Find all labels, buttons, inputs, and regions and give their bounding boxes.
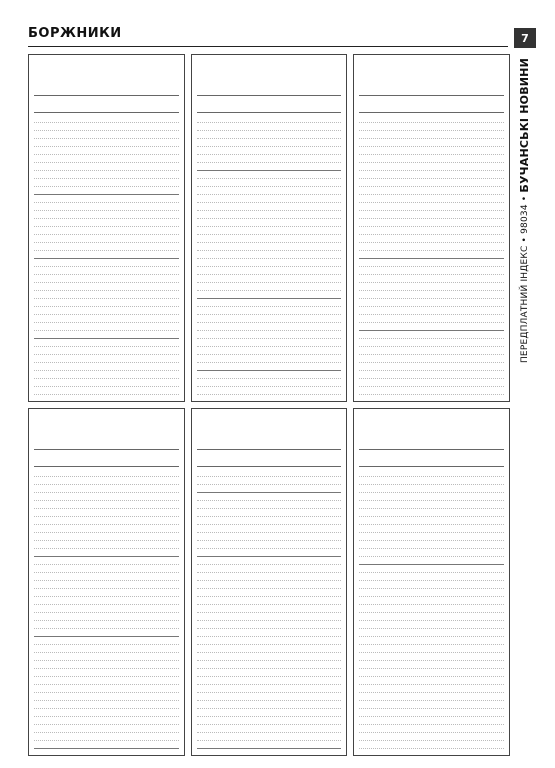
panel-column-header bbox=[197, 452, 342, 467]
table-row bbox=[34, 469, 179, 477]
table-row bbox=[34, 299, 179, 307]
table-row bbox=[34, 195, 179, 203]
table-row bbox=[34, 275, 179, 283]
table-row bbox=[197, 283, 342, 291]
table-row bbox=[197, 749, 342, 756]
table-row bbox=[197, 139, 342, 147]
panel-header bbox=[34, 413, 179, 450]
banner bbox=[516, 58, 534, 748]
table-row bbox=[359, 315, 504, 323]
table-row bbox=[197, 179, 342, 187]
table-row bbox=[359, 171, 504, 179]
subtotal-row bbox=[34, 549, 179, 557]
table-row bbox=[359, 347, 504, 355]
table-row bbox=[197, 155, 342, 163]
table-row bbox=[359, 741, 504, 749]
table-row bbox=[197, 195, 342, 203]
table-row bbox=[359, 235, 504, 243]
table-row bbox=[197, 331, 342, 339]
table-row bbox=[197, 565, 342, 573]
subtotal-row bbox=[197, 291, 342, 299]
table-row bbox=[359, 597, 504, 605]
table-row bbox=[34, 339, 179, 347]
table-row bbox=[197, 115, 342, 123]
subtotal-row bbox=[197, 163, 342, 171]
table-row bbox=[197, 629, 342, 637]
table-row bbox=[197, 637, 342, 645]
page-title: БОРЖНИКИ bbox=[28, 26, 122, 41]
table-row bbox=[197, 259, 342, 267]
table-row bbox=[34, 235, 179, 243]
table-row bbox=[34, 541, 179, 549]
table-row bbox=[359, 123, 504, 131]
table-row bbox=[34, 163, 179, 171]
table-row bbox=[34, 315, 179, 323]
table-row bbox=[197, 171, 342, 179]
table-row bbox=[359, 371, 504, 379]
table-row bbox=[34, 645, 179, 653]
table-row bbox=[359, 331, 504, 339]
table-row bbox=[359, 653, 504, 661]
table-row bbox=[359, 669, 504, 677]
table-row bbox=[359, 469, 504, 477]
banner-subscription-label: ПЕРЕДПЛАТНИЙ ІНДЕКС bbox=[520, 245, 530, 364]
table-row bbox=[197, 525, 342, 533]
table-row bbox=[34, 395, 179, 402]
table-row bbox=[34, 115, 179, 123]
table-row bbox=[359, 677, 504, 685]
table-row bbox=[34, 139, 179, 147]
table-row bbox=[197, 355, 342, 363]
table-row bbox=[197, 307, 342, 315]
table-row bbox=[34, 525, 179, 533]
table-row bbox=[197, 147, 342, 155]
table-row bbox=[359, 155, 504, 163]
panel-header bbox=[197, 413, 342, 450]
table-row bbox=[34, 605, 179, 613]
banner-separator: • bbox=[520, 233, 530, 243]
table-row bbox=[197, 323, 342, 331]
table-row bbox=[359, 147, 504, 155]
table-row bbox=[34, 363, 179, 371]
table-row bbox=[34, 219, 179, 227]
subtotal-row bbox=[197, 549, 342, 557]
table-row bbox=[197, 211, 342, 219]
table-row bbox=[34, 501, 179, 509]
table-row bbox=[34, 243, 179, 251]
table-row bbox=[34, 725, 179, 733]
table-row bbox=[359, 549, 504, 557]
table-row bbox=[359, 621, 504, 629]
table-row bbox=[34, 669, 179, 677]
subtotal-row bbox=[197, 485, 342, 493]
banner-text bbox=[516, 58, 534, 363]
table-row bbox=[359, 195, 504, 203]
table-row bbox=[34, 653, 179, 661]
table-row bbox=[197, 299, 342, 307]
table-row bbox=[197, 677, 342, 685]
table-row bbox=[34, 203, 179, 211]
table-row bbox=[34, 371, 179, 379]
table-row bbox=[359, 565, 504, 573]
ledger-panel bbox=[353, 408, 510, 756]
subtotal-row bbox=[34, 741, 179, 749]
table-row bbox=[197, 315, 342, 323]
table-row bbox=[197, 493, 342, 501]
table-row bbox=[359, 139, 504, 147]
table-row bbox=[34, 379, 179, 387]
table-row bbox=[197, 187, 342, 195]
subtotal-row bbox=[34, 187, 179, 195]
table-row bbox=[197, 717, 342, 725]
table-row bbox=[359, 211, 504, 219]
panel-header bbox=[359, 413, 504, 450]
table-row bbox=[34, 693, 179, 701]
table-row bbox=[359, 243, 504, 251]
table-row bbox=[359, 203, 504, 211]
table-row bbox=[197, 275, 342, 283]
table-row bbox=[359, 629, 504, 637]
table-row bbox=[197, 733, 342, 741]
table-row bbox=[197, 219, 342, 227]
table-row bbox=[197, 227, 342, 235]
table-row bbox=[359, 163, 504, 171]
table-row bbox=[359, 533, 504, 541]
table-row bbox=[359, 355, 504, 363]
table-row bbox=[359, 283, 504, 291]
table-row bbox=[34, 477, 179, 485]
table-row bbox=[34, 347, 179, 355]
table-row bbox=[359, 709, 504, 717]
table-row bbox=[34, 717, 179, 725]
table-row bbox=[34, 155, 179, 163]
table-row bbox=[359, 395, 504, 402]
panel-column-header bbox=[197, 98, 342, 113]
table-row bbox=[34, 661, 179, 669]
table-row bbox=[34, 147, 179, 155]
table-row bbox=[197, 709, 342, 717]
table-row bbox=[197, 533, 342, 541]
table-row bbox=[34, 485, 179, 493]
table-row bbox=[34, 581, 179, 589]
table-row bbox=[34, 637, 179, 645]
banner-index: 98034 bbox=[520, 204, 530, 234]
ledger-panel bbox=[191, 54, 348, 402]
panel-column-header bbox=[359, 452, 504, 467]
table-row bbox=[359, 485, 504, 493]
table-row bbox=[34, 259, 179, 267]
table-row bbox=[197, 701, 342, 709]
table-row bbox=[197, 573, 342, 581]
table-row bbox=[197, 557, 342, 565]
table-row bbox=[197, 387, 342, 395]
table-row bbox=[34, 323, 179, 331]
table-row bbox=[359, 725, 504, 733]
table-row bbox=[197, 517, 342, 525]
ledger-grid bbox=[28, 54, 510, 756]
panel-column-header bbox=[34, 98, 179, 113]
table-row bbox=[197, 347, 342, 355]
subtotal-row bbox=[359, 251, 504, 259]
table-row bbox=[197, 661, 342, 669]
table-row bbox=[197, 395, 342, 402]
panel-column-header bbox=[359, 98, 504, 113]
table-row bbox=[359, 493, 504, 501]
table-row bbox=[34, 171, 179, 179]
table-row bbox=[197, 267, 342, 275]
table-row bbox=[197, 589, 342, 597]
table-row bbox=[34, 179, 179, 187]
table-row bbox=[34, 685, 179, 693]
table-row bbox=[34, 565, 179, 573]
ledger-panel bbox=[353, 54, 510, 402]
table-row bbox=[359, 227, 504, 235]
side-bar bbox=[514, 28, 536, 748]
table-row bbox=[197, 621, 342, 629]
table-row bbox=[359, 187, 504, 195]
table-row bbox=[359, 501, 504, 509]
table-row bbox=[197, 653, 342, 661]
table-row bbox=[197, 669, 342, 677]
table-row bbox=[197, 339, 342, 347]
table-row bbox=[34, 123, 179, 131]
table-row bbox=[197, 605, 342, 613]
table-row bbox=[34, 509, 179, 517]
table-row bbox=[197, 469, 342, 477]
table-row bbox=[359, 693, 504, 701]
page-number: 7 bbox=[514, 28, 536, 48]
table-row bbox=[359, 307, 504, 315]
table-row bbox=[359, 517, 504, 525]
table-row bbox=[359, 749, 504, 756]
subtotal-row bbox=[359, 557, 504, 565]
subtotal-row bbox=[197, 363, 342, 371]
table-row bbox=[197, 501, 342, 509]
table-row bbox=[359, 637, 504, 645]
panel-column-header bbox=[34, 452, 179, 467]
subtotal-row bbox=[359, 323, 504, 331]
table-row bbox=[34, 307, 179, 315]
table-row bbox=[359, 541, 504, 549]
table-row bbox=[34, 613, 179, 621]
ledger-panel bbox=[28, 54, 185, 402]
table-row bbox=[34, 211, 179, 219]
table-row bbox=[197, 371, 342, 379]
table-row bbox=[197, 251, 342, 259]
ledger-panel bbox=[28, 408, 185, 756]
table-row bbox=[197, 243, 342, 251]
subtotal-row bbox=[34, 331, 179, 339]
page-header bbox=[28, 26, 508, 47]
table-row bbox=[359, 717, 504, 725]
table-row bbox=[359, 363, 504, 371]
table-row bbox=[359, 275, 504, 283]
table-row bbox=[359, 581, 504, 589]
table-row bbox=[359, 573, 504, 581]
table-row bbox=[359, 291, 504, 299]
table-row bbox=[197, 477, 342, 485]
table-row bbox=[359, 661, 504, 669]
table-row bbox=[197, 685, 342, 693]
table-row bbox=[359, 387, 504, 395]
table-row bbox=[359, 131, 504, 139]
table-row bbox=[197, 235, 342, 243]
subtotal-row bbox=[34, 251, 179, 259]
table-row bbox=[197, 131, 342, 139]
subtotal-row bbox=[197, 741, 342, 749]
table-row bbox=[34, 517, 179, 525]
table-row bbox=[359, 477, 504, 485]
table-row bbox=[359, 219, 504, 227]
table-row bbox=[359, 701, 504, 709]
table-row bbox=[359, 339, 504, 347]
table-row bbox=[34, 291, 179, 299]
table-row bbox=[34, 355, 179, 363]
table-row bbox=[197, 379, 342, 387]
banner-newspaper-name: БУЧАНСЬКІ НОВИНИ bbox=[518, 58, 531, 193]
banner-separator: • bbox=[520, 192, 530, 202]
table-row bbox=[359, 115, 504, 123]
table-row bbox=[34, 387, 179, 395]
panel-header bbox=[34, 59, 179, 96]
table-row bbox=[359, 613, 504, 621]
table-row bbox=[197, 203, 342, 211]
table-row bbox=[359, 733, 504, 741]
table-row bbox=[34, 709, 179, 717]
table-row bbox=[197, 541, 342, 549]
table-row bbox=[34, 533, 179, 541]
table-row bbox=[34, 131, 179, 139]
table-row bbox=[197, 597, 342, 605]
table-row bbox=[34, 557, 179, 565]
table-row bbox=[197, 509, 342, 517]
table-row bbox=[34, 701, 179, 709]
table-row bbox=[34, 597, 179, 605]
table-row bbox=[359, 379, 504, 387]
ledger-panel bbox=[191, 408, 348, 756]
table-row bbox=[359, 259, 504, 267]
table-row bbox=[359, 589, 504, 597]
table-row bbox=[34, 677, 179, 685]
table-row bbox=[34, 589, 179, 597]
table-row bbox=[359, 509, 504, 517]
table-row bbox=[34, 283, 179, 291]
table-row bbox=[359, 525, 504, 533]
table-row bbox=[34, 621, 179, 629]
table-row bbox=[34, 493, 179, 501]
table-row bbox=[197, 123, 342, 131]
table-row bbox=[197, 613, 342, 621]
panel-header bbox=[359, 59, 504, 96]
table-row bbox=[197, 645, 342, 653]
table-row bbox=[359, 685, 504, 693]
table-row bbox=[197, 725, 342, 733]
table-row bbox=[34, 733, 179, 741]
table-row bbox=[34, 267, 179, 275]
table-row bbox=[359, 179, 504, 187]
table-row bbox=[197, 693, 342, 701]
table-row bbox=[359, 605, 504, 613]
table-row bbox=[34, 749, 179, 756]
table-row bbox=[359, 299, 504, 307]
table-row bbox=[34, 227, 179, 235]
table-row bbox=[34, 573, 179, 581]
table-row bbox=[359, 645, 504, 653]
table-row bbox=[359, 267, 504, 275]
panel-header bbox=[197, 59, 342, 96]
table-row bbox=[197, 581, 342, 589]
subtotal-row bbox=[34, 629, 179, 637]
